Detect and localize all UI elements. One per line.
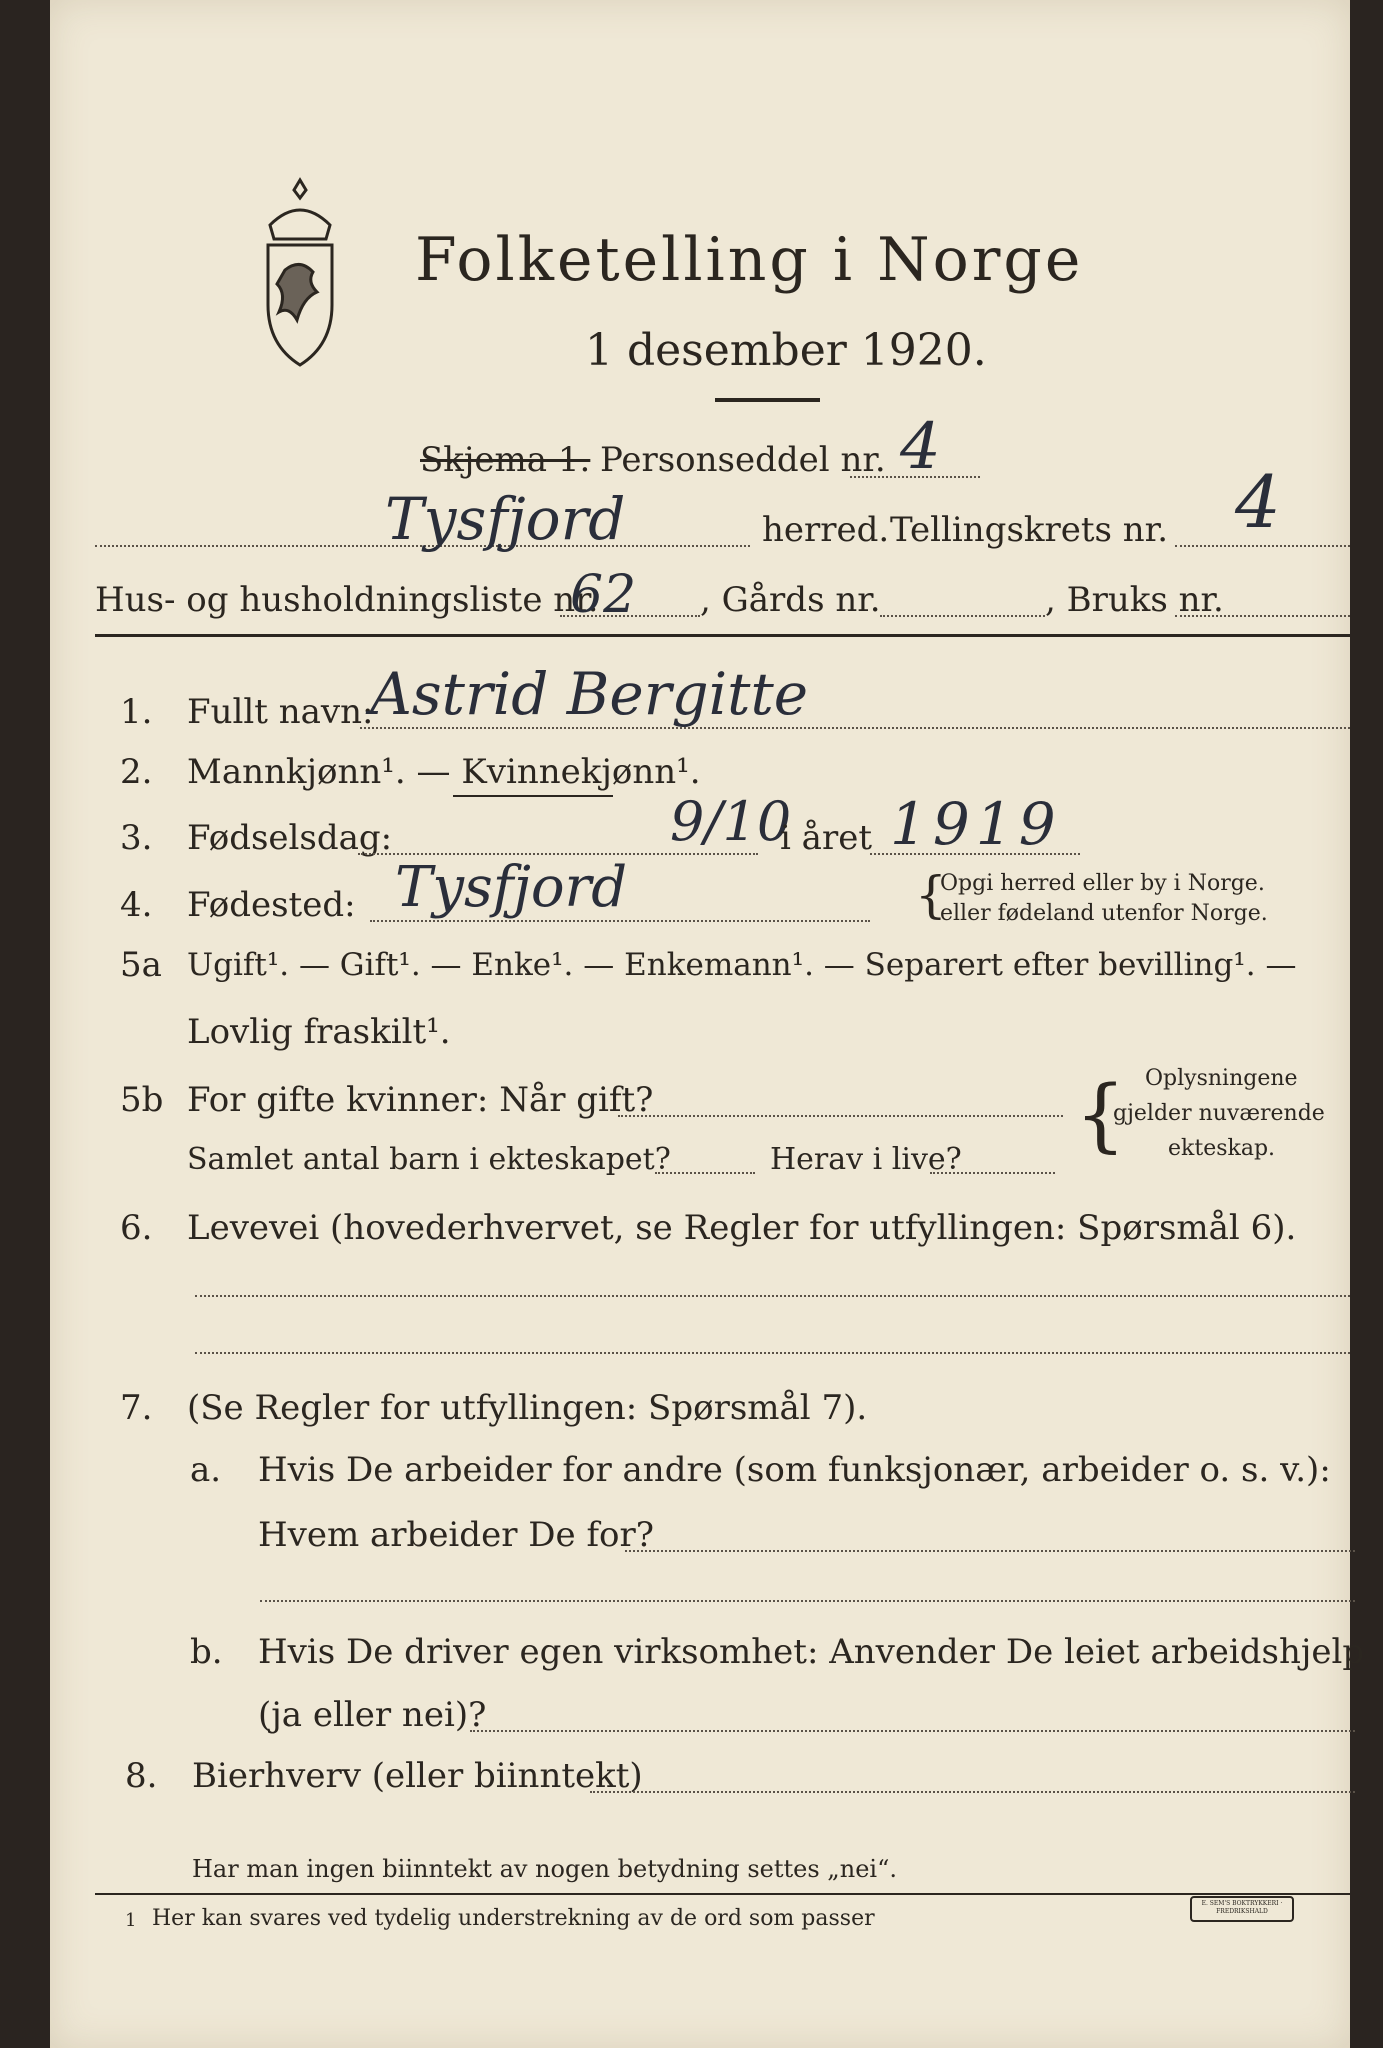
q7b-label: Hvis De driver egen virksomhet: Anvender De leiet arbeidshjelp	[258, 1632, 1365, 1672]
q2-label: Mannkjønn¹. — Kvinnekjønn¹.	[187, 752, 701, 792]
q2-kvinnekjonn-underline	[453, 795, 613, 797]
husholdningsliste-value: 62	[570, 565, 637, 625]
q2-number: 2.	[120, 752, 153, 792]
q5b-brace: {	[1075, 1068, 1126, 1161]
footnote-number: 1	[125, 1910, 137, 1931]
q5b-note-3: ekteskap.	[1168, 1136, 1276, 1161]
schema-label-struck: Skjema 1.	[420, 440, 591, 480]
q7b-label-2: (ja eller nei)?	[258, 1695, 487, 1735]
q5b-label-2: Samlet antal barn i ekteskapet?	[187, 1142, 671, 1177]
q3-number: 3.	[120, 818, 153, 858]
q7a-label: Hvis De arbeider for andre (som funksjonær, arbeider o. s. v.):	[258, 1450, 1331, 1490]
q1-value: Astrid Bergitte	[370, 660, 809, 728]
q7-label: (Se Regler for utfyllingen: Spørsmål 7).	[187, 1388, 868, 1428]
q3-year-value: 1919	[890, 790, 1062, 858]
q5b-note-2: gjelder nuværende	[1113, 1101, 1325, 1126]
biinntekt-note: Har man ingen biinntekt av nogen betydning settes „nei“.	[192, 1855, 897, 1883]
q4-number: 4.	[120, 885, 153, 925]
header-separator	[95, 634, 1350, 637]
q1-label: Fullt navn:	[187, 692, 374, 732]
personseddel-value: 4	[900, 410, 941, 484]
page-title: Folketelling i Norge	[415, 225, 1084, 295]
q4-brace: {	[915, 866, 947, 924]
q6-line-2	[195, 1352, 1350, 1354]
personseddel-label: Personseddel nr.	[600, 440, 886, 480]
q8-number: 8.	[125, 1756, 158, 1796]
tellingskrets-value: 4	[1235, 460, 1281, 544]
footnote-text: Her kan svares ved tydelig understrekning av de ord som passer	[152, 1906, 875, 1931]
q7b-letter: b.	[190, 1632, 223, 1672]
q5b-alive-line	[930, 1172, 1055, 1174]
q7-number: 7.	[120, 1388, 153, 1428]
q4-note-1: Opgi herred eller by i Norge.	[940, 871, 1265, 896]
q6-line-1	[195, 1295, 1350, 1297]
q4-value: Tysfjord	[395, 855, 628, 920]
q5b-children-line	[655, 1172, 755, 1174]
q8-line	[590, 1791, 1355, 1793]
bruks-line	[1175, 615, 1350, 617]
census-form-page	[50, 0, 1365, 2048]
bruks-label: , Bruks nr.	[1045, 580, 1224, 620]
q5a-label-2: Lovlig fraskilt¹.	[187, 1012, 451, 1052]
title-divider	[715, 398, 820, 402]
tellingskrets-line	[1175, 545, 1350, 547]
q7a-letter: a.	[190, 1450, 222, 1490]
footer-divider	[95, 1893, 1350, 1895]
q3-year-label: i året	[780, 818, 872, 858]
husholdningsliste-label: Hus- og husholdningsliste nr.	[95, 580, 599, 620]
tellingskrets-label: Tellingskrets nr.	[890, 510, 1169, 550]
gards-label: , Gårds nr.	[700, 580, 881, 620]
q6-number: 6.	[120, 1208, 153, 1248]
q5b-note-1: Oplysningene	[1145, 1066, 1298, 1091]
q5a-label: Ugift¹. — Gift¹. — Enke¹. — Enkemann¹. — Separert efter bevilling¹. —	[187, 947, 1297, 983]
q3-value: 9/10	[670, 790, 792, 853]
q1-number: 1.	[120, 692, 153, 732]
q7a-line-1	[625, 1550, 1355, 1552]
q4-line	[370, 920, 870, 922]
q5b-number: 5b	[120, 1080, 164, 1120]
q5b-when-line	[618, 1115, 1063, 1117]
q4-note-2: eller fødeland utenfor Norge.	[940, 901, 1268, 926]
gards-line	[880, 615, 1045, 617]
q7b-line	[470, 1730, 1355, 1732]
herred-value: Tysfjord	[385, 485, 626, 553]
q4-label: Fødested:	[187, 885, 356, 925]
q7a-line-2	[260, 1600, 1355, 1602]
q5b-label: For gifte kvinner: Når gift?	[187, 1080, 654, 1120]
q7a-label-2: Hvem arbeider De for?	[258, 1515, 654, 1555]
q6-label: Levevei (hovederhvervet, se Regler for utfyllingen: Spørsmål 6).	[187, 1208, 1297, 1248]
herred-label: herred.	[762, 510, 890, 550]
q5a-number: 5a	[120, 945, 162, 985]
printer-stamp-text: E. SEM'S BOKTRYKKERI · FREDRIKSHALD	[1201, 1900, 1283, 1915]
q8-label: Bierhverv (eller biinntekt)	[192, 1756, 643, 1796]
q3-label: Fødselsdag:	[187, 818, 393, 858]
printer-stamp	[1190, 1896, 1294, 1922]
q5b-label-3: Herav i live?	[770, 1142, 962, 1177]
norwegian-coat-of-arms-icon	[250, 175, 350, 370]
page-subtitle: 1 desember 1920.	[585, 325, 987, 376]
